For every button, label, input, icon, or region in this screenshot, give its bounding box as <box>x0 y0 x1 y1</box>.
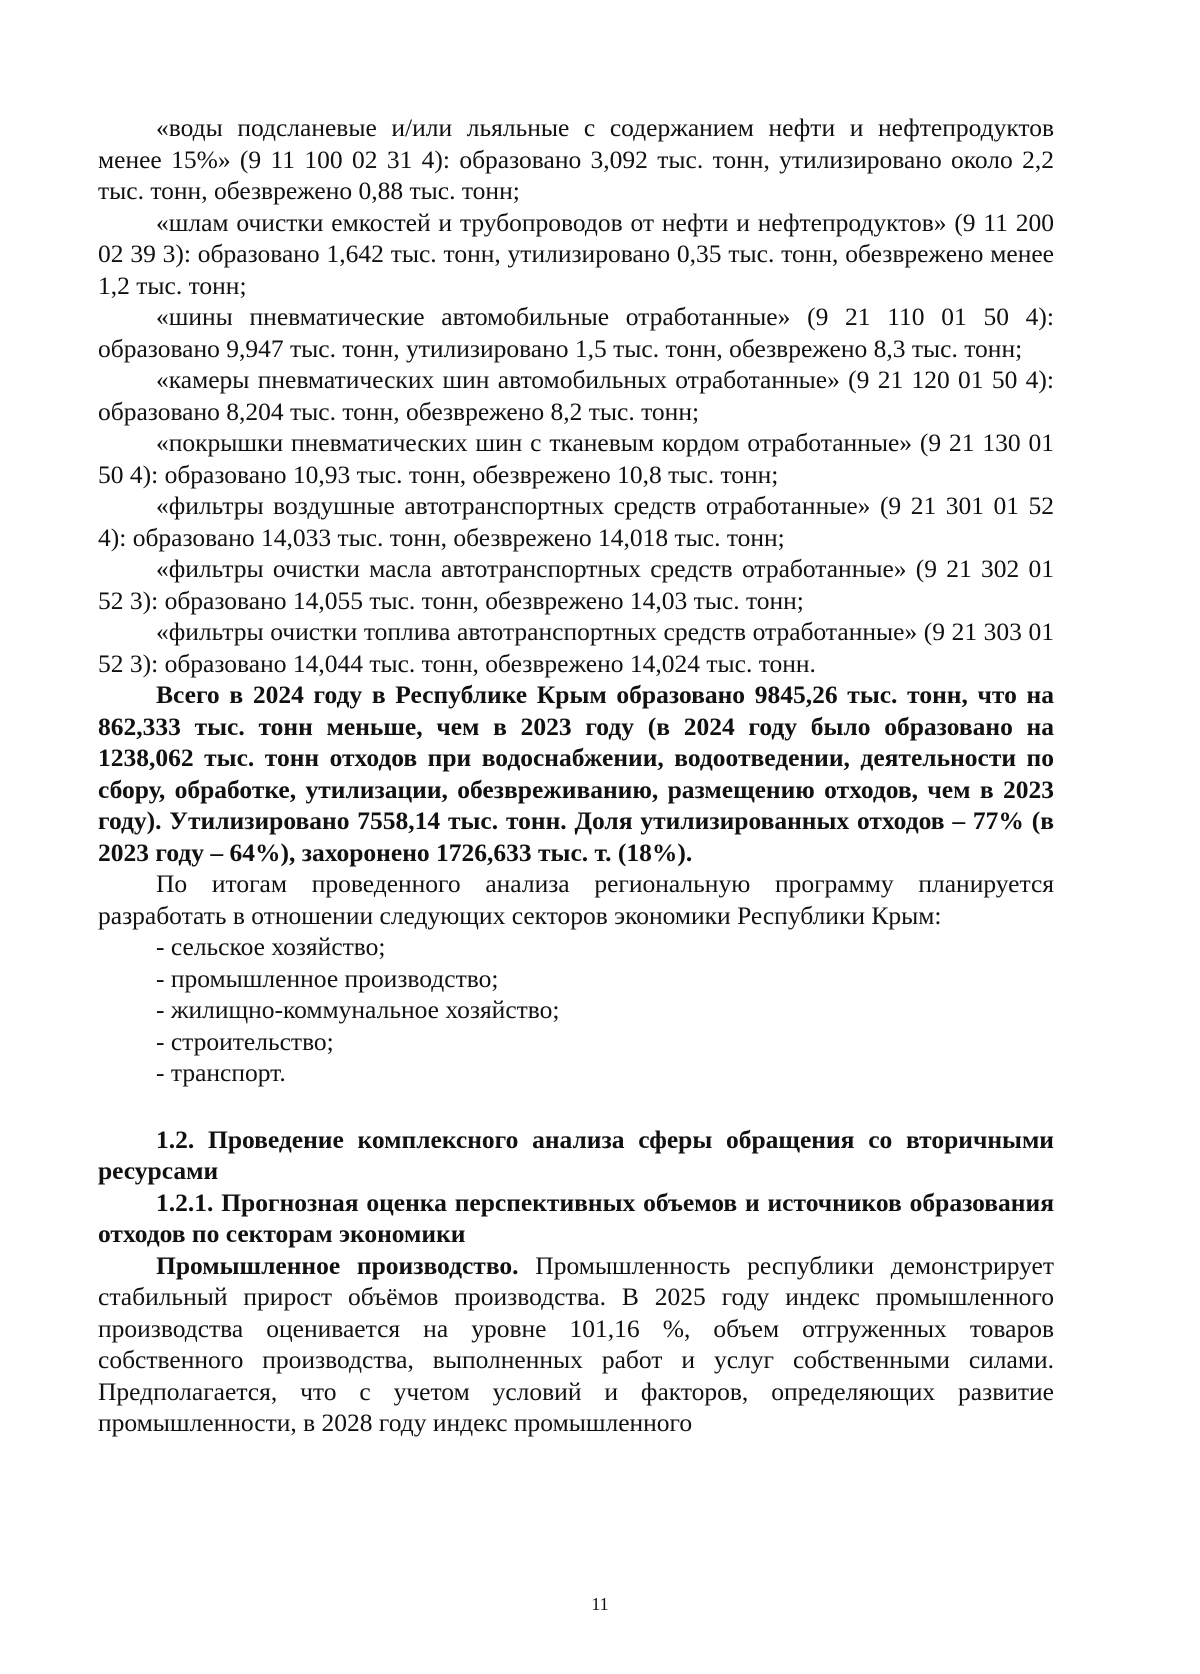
list-item: - сельское хозяйство; <box>156 932 386 961</box>
document-body <box>98 112 1054 1439</box>
waste-item-paragraph: «покрышки пневматических шин с тканевым кордом отработанные» (9 21 130 01 50 4): образовано 10,93 тыс. тонн, обезврежено 10,8 тыс. тонн; <box>98 428 1054 489</box>
section-heading: 1.2. Проведение комплексного анализа сферы обращения со вторичными ресурсами <box>98 1124 1054 1185</box>
waste-item-paragraph: «шины пневматические автомобильные отработанные» (9 21 110 01 50 4): образовано 9,947 тыс. тонн, утилизировано 1,5 тыс. тонн, обезврежено 8,3 тыс. тонн; <box>98 302 1054 363</box>
waste-item-paragraph: «камеры пневматических шин автомобильных отработанные» (9 21 120 01 50 4): образовано 8,204 тыс. тонн, обезврежено 8,2 тыс. тонн; <box>98 365 1054 426</box>
waste-item-paragraph: «фильтры воздушные автотранспортных средств отработанные» (9 21 301 01 52 4): образовано 14,033 тыс. тонн, обезврежено 14,018 тыс. тонн; <box>98 491 1054 552</box>
industry-text: Промышленность республики демонстрирует стабильный прирост объёмов производства. В 2025 году индекс промышленного производства оценивается на уровне 101,16 %, объем отгруженных товаров собственного производства, выполненных работ и услуг собственными силами. Предполагается, что с учетом условий и факторов, определяющих развитие промышленности, в 2028 году индекс промышленного <box>98 1250 1054 1437</box>
waste-item-paragraph: «шлам очистки емкостей и трубопроводов от нефти и нефтепродуктов» (9 11 200 02 39 3): образовано 1,642 тыс. тонн, утилизировано 0,35 тыс. тонн, обезврежено менее 1,2 тыс. тонн; <box>98 207 1054 300</box>
list-item: - транспорт. <box>156 1058 286 1087</box>
list-item: - жилищно-коммунальное хозяйство; <box>156 995 560 1024</box>
page-number: 11 <box>591 1594 609 1614</box>
list-item: - промышленное производство; <box>156 963 499 993</box>
summary-paragraph: Всего в 2024 году в Республике Крым образовано 9845,26 тыс. тонн, что на 862,333 тыс. тонн меньше, чем в 2023 году (в 2024 году было образовано на 1238,062 тыс. тонн отходов при водоснабжении, водоотведении, деятельности по сбору, обработке, утилизации, обезвреживанию, размещению отходов, чем в 2023 году). Утилизировано 7558,14 тыс. тонн. Доля утилизированных отходов – 77% (в 2023 году – 64%), захоронено 1726,633 тыс. т. (18%). <box>98 680 1054 867</box>
list-item: - строительство; <box>156 1026 334 1056</box>
program-intro-paragraph: По итогам проведенного анализа региональную программу планируется разработать в отношении следующих секторов экономики Республики Крым: <box>98 869 1054 930</box>
industry-paragraph <box>98 1250 1054 1439</box>
waste-item-paragraph: «фильтры очистки масла автотранспортных средств отработанные» (9 21 302 01 52 3): образовано 14,055 тыс. тонн, обезврежено 14,03 тыс. тонн; <box>98 554 1054 615</box>
waste-item-paragraph: «воды подсланевые и/или льяльные с содержанием нефти и нефтепродуктов менее 15%» (9 11 100 02 31 4): образовано 3,092 тыс. тонн, утилизировано около 2,2 тыс. тонн, обезврежено 0,88 тыс. тонн; <box>98 113 1054 205</box>
sectors-list <box>98 931 1054 1089</box>
section-spacer <box>98 1089 1054 1124</box>
subsection-heading: 1.2.1. Прогнозная оценка перспективных объемов и источников образования отходов по секторам экономики <box>98 1187 1054 1248</box>
waste-item-paragraph: «фильтры очистки топлива автотранспортных средств отработанные» (9 21 303 01 52 3): образовано 14,044 тыс. тонн, обезврежено 14,024 тыс. тонн. <box>98 617 1054 678</box>
industry-lead: Промышленное производство. <box>156 1250 519 1280</box>
